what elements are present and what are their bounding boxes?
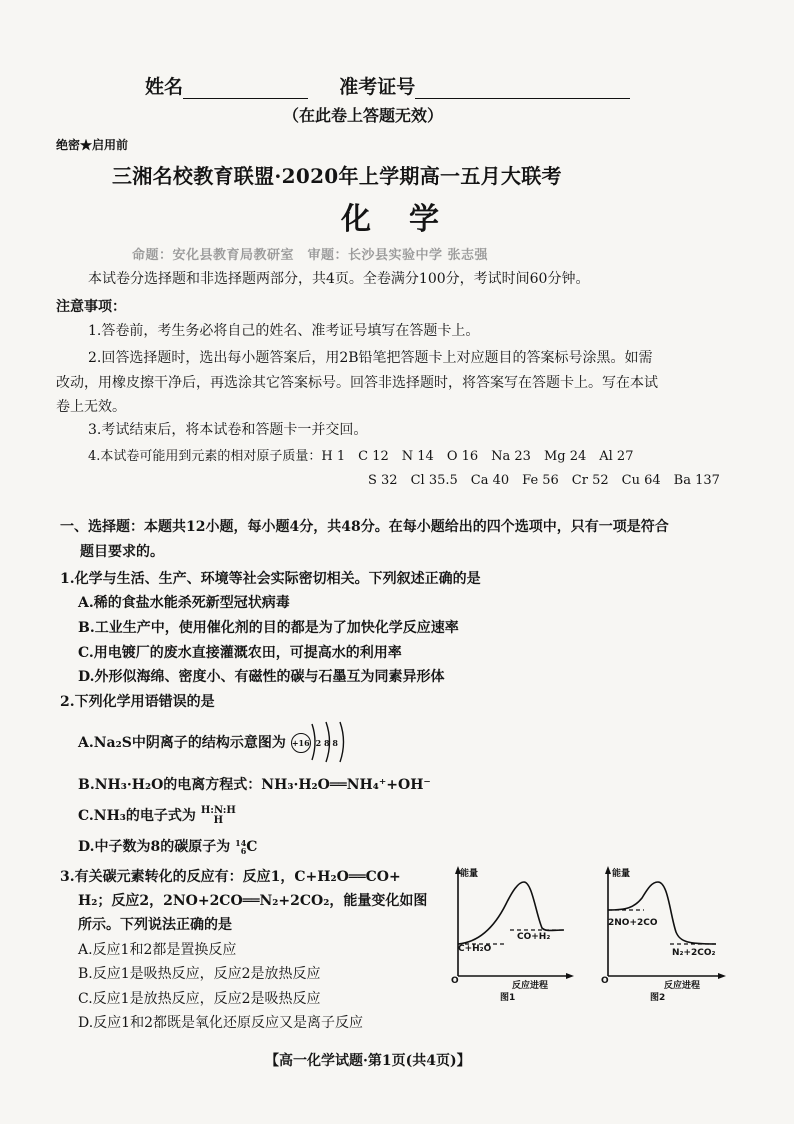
fig1-xlabel: 反应进程 [512, 981, 549, 991]
figure-1-energy-diagram [446, 864, 576, 1004]
invalid-note: （在此卷上答题无效） [283, 106, 444, 125]
q3-option-b: B.反应1是吸热反应，反应2是放热反应 [78, 966, 321, 982]
fig2-y-arrow-icon [605, 866, 611, 874]
note-item-3: 3.考试结束后，将本试卷和答题卡一并交回。 [88, 422, 368, 438]
note-item-4-line1: 4.本试卷可能用到元素的相对原子质量：H 1 C 12 N 14 O 16 Na 23 Mg 24 Al 27 [88, 449, 634, 464]
carbon-mass-number: 14 [235, 838, 247, 848]
q3-option-c: C.反应1是放热反应，反应2是吸热反应 [78, 991, 321, 1007]
q1-option-d: D.外形似海绵、密度小、有磁性的碳与石墨互为同素异形体 [78, 669, 445, 685]
sulfide-nucleus-icon: +16 [291, 733, 311, 753]
exam-no-label: 准考证号 [339, 76, 416, 98]
q1-stem: 1.化学与生活、生产、环境等社会实际密切相关。下列叙述正确的是 [60, 571, 481, 587]
fig1-caption: 图1 [500, 993, 516, 1003]
exam-no-field[interactable] [415, 80, 630, 99]
q2-option-b: B.NH₃·H₂O的电离方程式：NH₃·H₂O══NH₄⁺+OH⁻ [78, 777, 431, 793]
carbon-atomic-number: 6 [240, 846, 247, 856]
note-item-1: 1.答卷前，考生务必将自己的姓名、准考证号填写在答题卡上。 [88, 323, 480, 339]
fig1-x-arrow-icon [566, 973, 574, 979]
intro-text: 本试卷分选择题和非选择题两部分，共4页。全卷满分100分，考试时间60分钟。 [88, 271, 590, 287]
fig2-ylabel: 能量 [612, 869, 631, 879]
fig1-ylabel: 能量 [460, 869, 479, 879]
name-field[interactable] [183, 80, 308, 99]
fig2-origin-label: O [601, 976, 609, 986]
q3-option-d: D.反应1和2都既是氧化还原反应又是离子反应 [78, 1015, 363, 1031]
note-item-2-line3: 卷上无效。 [56, 399, 126, 415]
header-name-row [145, 72, 630, 99]
note-item-2-line1: 2.回答选择题时，选出每小题答案后，用2B铅笔把答题卡上对应题目的答案标号涂黑。如需 [88, 350, 653, 366]
notes-heading: 注意事项： [56, 299, 126, 315]
fig2-products-label: N₂+2CO₂ [672, 948, 716, 958]
q2-option-c-text: C.NH₃的电子式为 [78, 808, 196, 824]
fig2-xlabel: 反应进程 [664, 981, 701, 991]
carbon-symbol: C [246, 839, 258, 855]
fig1-products-label: CO+H₂ [517, 932, 551, 942]
section1-line2: 题目要求的。 [80, 544, 164, 560]
q1-option-b: B.工业生产中，使用催化剂的目的都是为了加快化学反应速率 [78, 620, 459, 636]
secret-mark: 绝密★启用前 [56, 138, 129, 152]
ammonia-electron-formula-h: H [213, 815, 224, 826]
note-item-2-line2: 改动，用橡皮擦干净后，再选涂其它答案标号。回答非选择题时，将答案写在答题卡上。写在本试 [56, 375, 658, 391]
name-label: 姓名 [145, 76, 184, 98]
q1-option-a: A.稀的食盐水能杀死新型冠状病毒 [78, 595, 290, 611]
fig1-reactants-label: C+H₂O [458, 944, 492, 954]
fig1-origin-label: O [451, 976, 459, 986]
fig2-caption: 图2 [650, 993, 666, 1003]
q2-option-a [78, 732, 338, 753]
note-item-4-line2: S 32 Cl 35.5 Ca 40 Fe 56 Cr 52 Cu 64 Ba 137 [368, 473, 720, 488]
shell-arcs-icon [306, 720, 356, 764]
subject-title: 化 学 [341, 202, 443, 237]
q2-option-c [78, 805, 236, 826]
fig2-x-arrow-icon [718, 973, 726, 979]
q3-line1: 3.有关碳元素转化的反应有：反应1，C+H₂O══CO+ [60, 869, 401, 885]
q1-option-c: C.用电镀厂的废水直接灌溉农田，可提高水的利用率 [78, 645, 402, 661]
author-line: 命题：安化县教育局教研室 审题：长沙县实验中学 张志强 [132, 248, 489, 263]
q2-option-d-text: D.中子数为8的碳原子为 [78, 839, 231, 855]
figure-2-energy-diagram [598, 864, 728, 1004]
q3-option-a: A.反应1和2都是置换反应 [78, 942, 237, 958]
q2-option-a-text: A.Na₂S中阴离子的结构示意图为 [78, 735, 286, 751]
electron-shells: 2 8 8 [315, 738, 338, 748]
page-footer: 【高一化学试题·第1页(共4页)】 [265, 1053, 471, 1069]
q2-stem: 2.下列化学用语错误的是 [60, 694, 215, 710]
exam-title: 三湘名校教育联盟·2020年上学期高一五月大联考 [112, 164, 562, 188]
q3-line3: 所示。下列说法正确的是 [78, 917, 232, 933]
q2-option-d [78, 836, 257, 856]
fig2-reactants-label: 2NO+2CO [608, 918, 658, 928]
fig2-energy-curve [608, 882, 716, 944]
ammonia-electron-formula: H:N:H [200, 805, 236, 816]
q3-line2: H₂；反应2，2NO+2CO══N₂+2CO₂，能量变化如图 [78, 893, 428, 909]
section1-line1: 一、选择题：本题共12小题，每小题4分，共48分。在每小题给出的四个选项中，只有一项是符合 [60, 519, 669, 535]
